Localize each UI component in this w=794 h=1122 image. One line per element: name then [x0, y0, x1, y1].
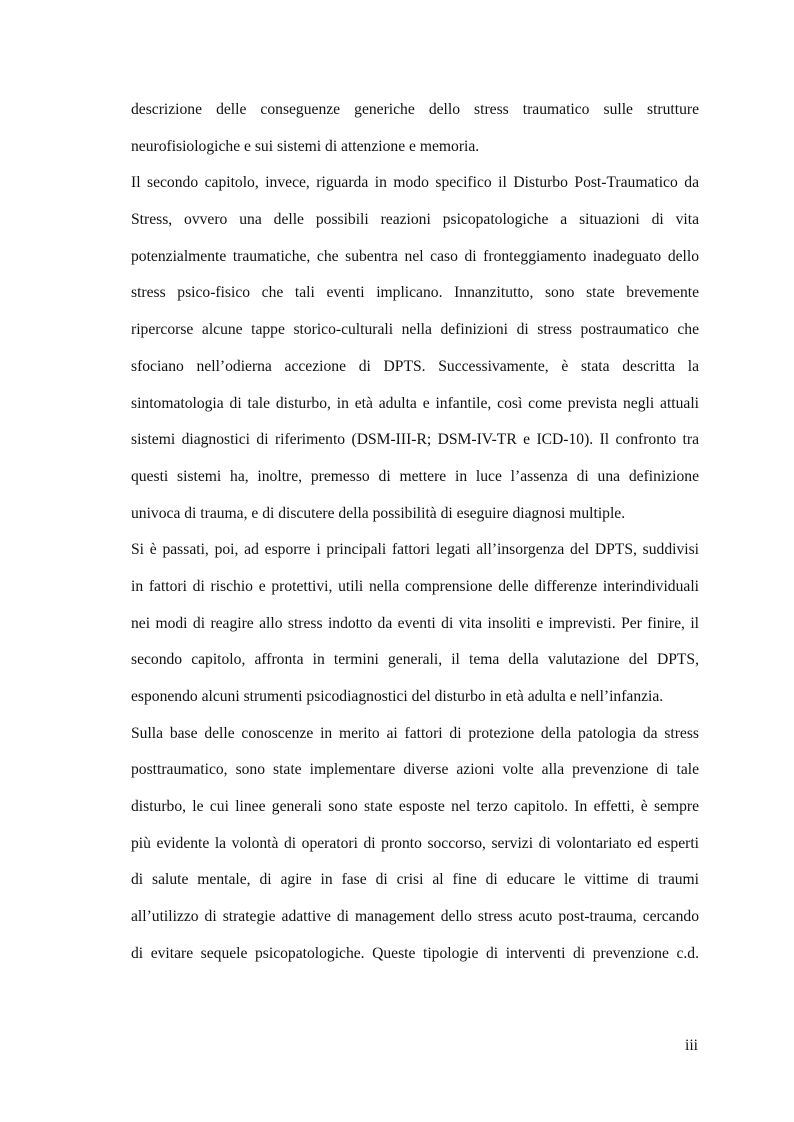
text-line: in fattori di rischio e protettivi, utili nella comprensione delle differenze interindividuali: [131, 577, 699, 595]
text-line: neurofisiologiche e sui sistemi di attenzione e memoria.: [131, 137, 480, 155]
text-line: secondo capitolo, affronta in termini generali, il tema della valutazione del DPTS,: [131, 651, 699, 669]
text-line: questi sistemi ha, inoltre, premesso di mettere in luce l’assenza di una definizione: [131, 467, 699, 485]
text-line: di evitare sequele psicopatologiche. Queste tipologie di interventi di prevenzione c.d.: [131, 944, 699, 962]
text-line: Sulla base delle conoscenze in merito ai fattori di protezione della patologia da stress: [131, 724, 699, 742]
text-line: più evidente la volontà di operatori di pronto soccorso, servizi di volontariato ed esperti: [131, 834, 699, 852]
text-line: all’utilizzo di strategie adattive di management dello stress acuto post-trauma, cercando: [131, 908, 699, 926]
text-line: esponendo alcuni strumenti psicodiagnostici del disturbo in età adulta e nell’infanzia.: [131, 688, 664, 705]
text-line: descrizione delle conseguenze generiche dello stress traumatico sulle strutture: [131, 101, 699, 118]
text-line: di salute mentale, di agire in fase di crisi al fine di educare le vittime di traumi: [131, 871, 699, 889]
text-line: sfociano nell’odierna accezione di DPTS. Successivamente, è stata descritta la: [131, 357, 699, 375]
text-line: stress psico-fisico che tali eventi implicano. Innanzitutto, sono state brevemente: [131, 284, 699, 302]
text-line: Il secondo capitolo, invece, riguarda in modo specifico il Disturbo Post-Traumatico da: [131, 174, 699, 192]
text-line: ripercorse alcune tappe storico-culturali nella definizioni di stress postraumatico che: [131, 321, 699, 339]
text-line: univoca di trauma, e di discutere della possibilità di eseguire diagnosi multiple.: [131, 504, 626, 522]
text-line: Stress, ovvero una delle possibili reazioni psicopatologiche a situazioni di vita: [131, 211, 699, 229]
page-number: iii: [685, 1037, 698, 1054]
body-text: [131, 92, 699, 973]
text-line: disturbo, le cui linee generali sono state esposte nel terzo capitolo. In effetti, è sempre: [131, 798, 699, 816]
text-line: sintomatologia di tale disturbo, in età adulta e infantile, così come prevista negli attuali: [131, 394, 699, 412]
text-line: potenzialmente traumatiche, che subentra nel caso di fronteggiamento inadeguato dello: [131, 247, 699, 265]
text-line: posttraumatico, sono state implementare diverse azioni volte alla prevenzione di tale: [131, 761, 699, 779]
text-line: Si è passati, poi, ad esporre i principali fattori legati all’insorgenza del DPTS, suddivisi: [131, 541, 699, 559]
text-line: sistemi diagnostici di riferimento (DSM-III-R; DSM-IV-TR e ICD-10). Il confronto tra: [131, 431, 699, 449]
text-line: nei modi di reagire allo stress indotto da eventi di vita insoliti e imprevisti. Per finire, il: [131, 614, 699, 632]
